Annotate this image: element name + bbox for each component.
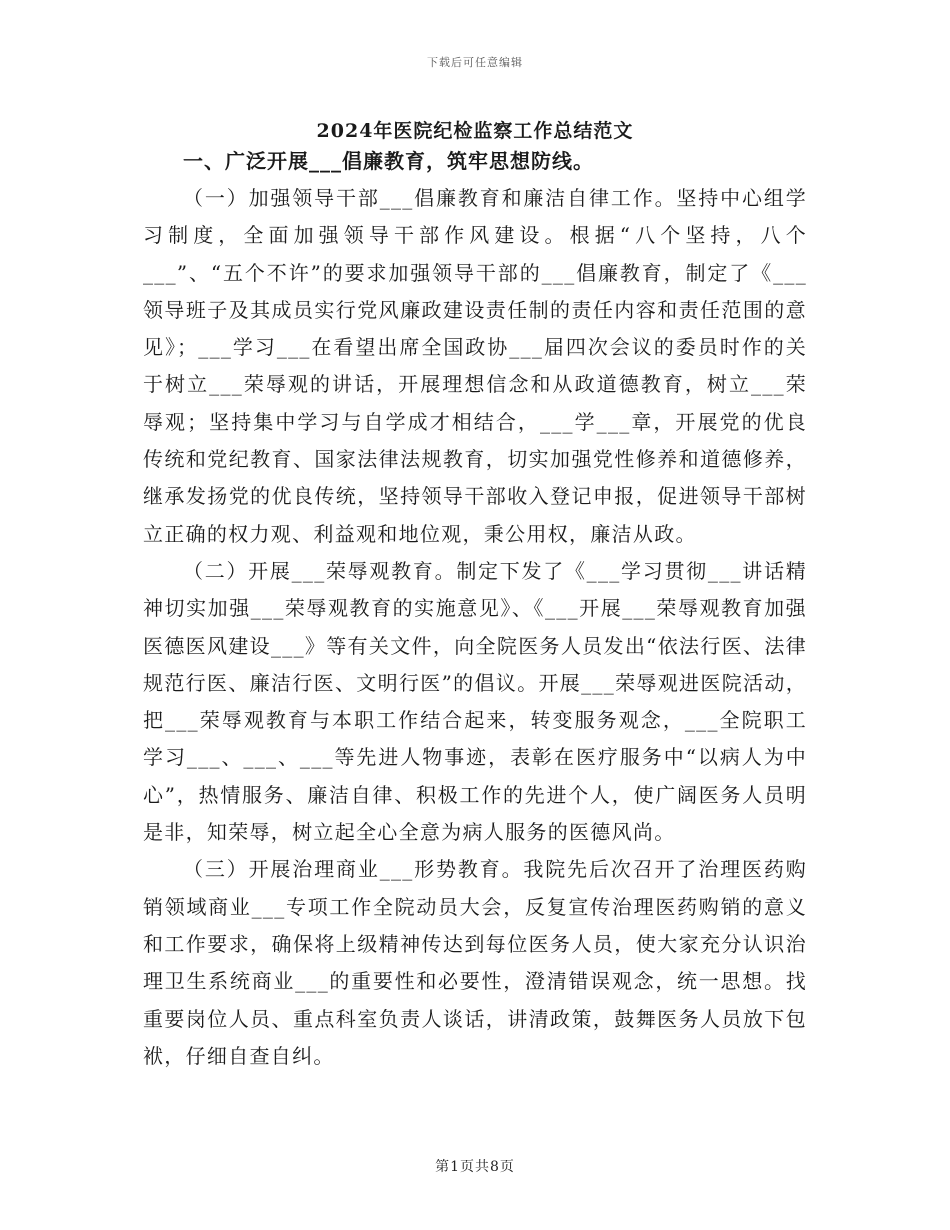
header-note: 下载后可任意编辑: [427, 56, 523, 69]
document-title: 2024年医院纪检监察工作总结范文: [316, 120, 634, 142]
paragraph-3: （三）开展治理商业___形势教育。我院先后次召开了治理医药购销领域商业___专项工作全院动员大会，反复宣传治理医药购销的意义和工作要求，确保将上级精神传达到每位医务人员，使大家充分认识治理卫生系统商业___的重要性和必要性，澄清错误观念，统一思想。找重要岗位人员、重点科室负责人谈话，讲清政策，鼓舞医务人员放下包袱，仔细自查自纠。: [143, 857, 807, 1068]
section-heading: 一、广泛开展___倡廉教育，筑牢思想防线。: [183, 149, 594, 173]
page-indicator: 第1页共8页: [435, 1159, 515, 1175]
document-body: [143, 142, 807, 1075]
paragraph-2: （二）开展___荣辱观教育。制定下发了《___学习贯彻___讲话精神切实加强___荣辱观教育的实施意见》、《___开展___荣辱观教育加强医德医风建设___》等有关文件，向全院医务人员发出“依法行医、法律规范行医、廉洁行医、文明行医”的倡议。开展___荣辱观进医院活动，把___荣辱观教育与本职工作结合起来，转变服务观念，___全院职工学习___、___、___等先进人物事迹，表彰在医疗服务中“以病人为中心”，热情服务、廉洁自律、积极工作的先进个人，使广阔医务人员明是非，知荣辱，树立起全心全意为病人服务的医德风尚。: [143, 558, 807, 845]
paragraph-1: （一）加强领导干部___倡廉教育和廉洁自律工作。坚持中心组学习制度，全面加强领导干部作风建设。根据“八个坚持，八个___”、“五个不许”的要求加强领导干部的___倡廉教育，制定了《___领导班子及其成员实行党风廉政建设责任制的责任内容和责任范围的意见》；___学习___在看望出席全国政协___届四次会议的委员时作的关于树立___荣辱观的讲话，开展理想信念和从政道德教育，树立___荣辱观；坚持集中学习与自学成才相结合，___学___章，开展党的优良传统和党纪教育、国家法律法规教育，切实加强党性修养和道德修养，继承发扬党的优良传统，坚持领导干部收入登记申报，促进领导干部树立正确的权力观、利益观和地位观，秉公用权，廉洁从政。: [143, 186, 807, 546]
